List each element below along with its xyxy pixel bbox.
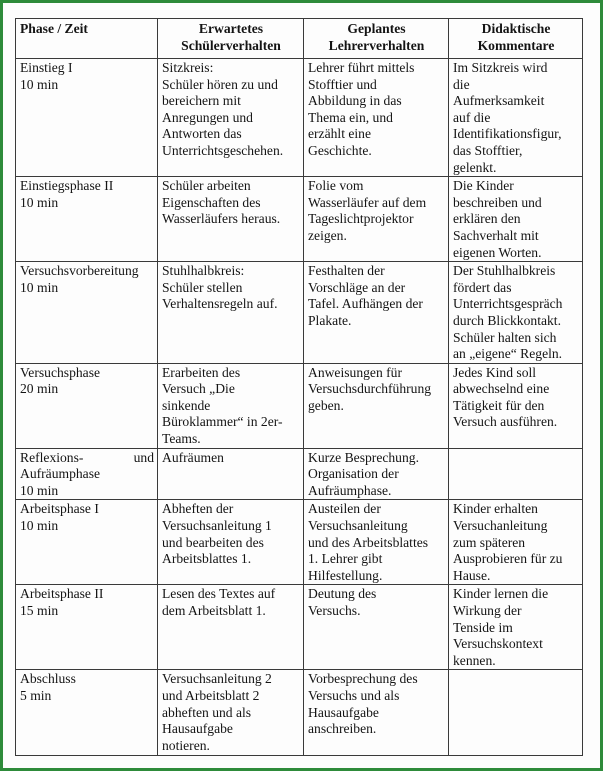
column-header-text: Schülerverhalten bbox=[181, 37, 281, 53]
teacher-behavior-cell bbox=[304, 585, 449, 670]
cell-text-line: Schüler hören zu und bbox=[162, 76, 278, 92]
student-behavior-cell bbox=[158, 448, 304, 500]
cell-text-line: Versuch ausführen. bbox=[453, 414, 558, 430]
cell-text-line: Einstiegsphase II bbox=[20, 178, 114, 194]
cell-text-line: Sachverhalt mit bbox=[453, 227, 539, 243]
cell-text-line: Unterrichtsgeschehen. bbox=[162, 142, 284, 158]
cell-text-line: Plakate. bbox=[308, 312, 352, 328]
cell-text-line: Aufräumphase. bbox=[308, 482, 392, 498]
cell-text-line: erzählt eine bbox=[308, 126, 372, 142]
cell-text-line: Versuchs und als bbox=[308, 687, 400, 703]
column-header bbox=[158, 19, 304, 59]
table-row bbox=[16, 500, 583, 585]
cell-text-line: Teams. bbox=[162, 431, 201, 447]
cell-text-line: anschreiben. bbox=[308, 721, 377, 737]
cell-text-line: Festhalten der bbox=[308, 263, 385, 279]
phase-cell bbox=[16, 177, 158, 262]
student-behavior-cell bbox=[158, 262, 304, 364]
cell-text-line: Versuchsdurchführung bbox=[308, 381, 432, 397]
column-header-text: Erwartetes bbox=[198, 21, 264, 36]
cell-text-line: durch Blickkontakt. bbox=[453, 312, 561, 328]
cell-text-line: notieren. bbox=[162, 737, 210, 753]
cell-text-line: das Stofftier, bbox=[453, 142, 523, 158]
cell-text-line: Stuhlhalbkreis: bbox=[162, 263, 245, 279]
cell-text-line: Schüler arbeiten bbox=[162, 178, 251, 194]
phase-name-justified bbox=[20, 450, 154, 467]
cell-text-line: Jedes Kind soll bbox=[453, 364, 537, 380]
cell-text-line: Arbeitsphase I bbox=[20, 501, 99, 517]
phase-cell bbox=[16, 670, 158, 756]
cell-text-line: Abbildung in das bbox=[308, 93, 402, 109]
column-header-text: Lehrerverhalten bbox=[328, 37, 425, 53]
didactic-comment-cell bbox=[449, 585, 583, 670]
cell-text-line: dem Arbeitsblatt 1. bbox=[162, 603, 266, 618]
cell-text-line: Versuchsanleitung 2 bbox=[162, 671, 272, 687]
column-header-text: Kommentare bbox=[477, 37, 555, 53]
cell-text-line: Versuchskontext bbox=[453, 636, 543, 652]
teacher-behavior-cell bbox=[304, 59, 449, 177]
cell-text-line: beschreiben und bbox=[453, 194, 542, 210]
cell-text-line: an „eigene“ Regeln. bbox=[453, 346, 563, 362]
phase-cell bbox=[16, 500, 158, 585]
cell-text-line: Einstieg I bbox=[20, 60, 73, 75]
cell-text-line: 20 min bbox=[20, 381, 59, 397]
cell-text-line: Tafel. Aufhängen der bbox=[308, 296, 423, 312]
cell-text-line: Versuchs. bbox=[308, 603, 361, 618]
cell-text-line: Aufräumen bbox=[162, 449, 224, 465]
table-row bbox=[16, 363, 583, 448]
cell-text-line: Wirkung der bbox=[453, 603, 522, 618]
didactic-comment-cell bbox=[449, 670, 583, 756]
cell-text-line: Versuchanleitung bbox=[453, 518, 548, 534]
cell-text-line: Wasserläufer auf dem bbox=[308, 194, 427, 210]
cell-text-line: kennen. bbox=[453, 652, 496, 668]
cell-text-line: auf die bbox=[453, 109, 491, 125]
table-row bbox=[16, 448, 583, 500]
cell-text-line: abheften und als bbox=[162, 704, 252, 720]
cell-text-line: bereichern mit bbox=[162, 93, 241, 109]
cell-text-line: Vorbesprechung des bbox=[308, 671, 418, 687]
didactic-comment-cell bbox=[449, 500, 583, 585]
teacher-behavior-cell bbox=[304, 262, 449, 364]
cell-text-line: Geschichte. bbox=[308, 142, 372, 158]
cell-text-line: sinkende bbox=[162, 397, 211, 413]
cell-text-line: Anregungen und bbox=[162, 109, 253, 125]
didactic-comment-cell bbox=[449, 448, 583, 500]
phase-cell bbox=[16, 363, 158, 448]
cell-text-line: Aufräumphase bbox=[20, 466, 101, 482]
student-behavior-cell bbox=[158, 670, 304, 756]
cell-text-line: Hausaufgabe bbox=[162, 721, 233, 737]
cell-text-line: Antworten das bbox=[162, 126, 242, 142]
table-row bbox=[16, 585, 583, 670]
cell-text-line: Unterrichtsgespräch bbox=[453, 296, 563, 312]
column-header-text: Phase / Zeit bbox=[20, 21, 88, 36]
cell-text-line: Organisation der bbox=[308, 466, 399, 482]
teacher-behavior-cell bbox=[304, 177, 449, 262]
cell-text-line: Der Stuhlhalbkreis bbox=[453, 263, 556, 279]
didactic-comment-cell bbox=[449, 262, 583, 364]
cell-text-line: Hause. bbox=[453, 567, 491, 583]
table-row bbox=[16, 670, 583, 756]
column-header bbox=[449, 19, 583, 59]
cell-text-line: 10 min bbox=[20, 482, 59, 498]
cell-text-line: geben. bbox=[308, 397, 344, 413]
cell-text-line: Aufmerksamkeit bbox=[453, 93, 545, 109]
cell-text-line: Eigenschaften des bbox=[162, 194, 261, 210]
cell-text-line: Folie vom bbox=[308, 178, 364, 194]
cell-text-line: Austeilen der bbox=[308, 501, 381, 517]
student-behavior-cell bbox=[158, 585, 304, 670]
column-header bbox=[304, 19, 449, 59]
cell-text-line: Versuchsphase bbox=[20, 364, 101, 380]
cell-text-line: Kinder erhalten bbox=[453, 501, 538, 517]
cell-text-line: und des Arbeitsblattes bbox=[308, 534, 429, 550]
cell-text-line: erklären den bbox=[453, 211, 521, 227]
column-header-text: Geplantes bbox=[347, 21, 406, 36]
phase-cell bbox=[16, 448, 158, 500]
cell-text-line: Arbeitsphase II bbox=[20, 586, 104, 602]
cell-text-line: Versuchsanleitung 1 bbox=[162, 518, 272, 534]
cell-text-line: Versuch „Die bbox=[162, 381, 235, 397]
table-header-row bbox=[16, 19, 583, 59]
didactic-comment-cell bbox=[449, 363, 583, 448]
cell-text-line: Büroklammer“ in 2er- bbox=[162, 414, 283, 430]
phase-cell bbox=[16, 59, 158, 177]
cell-text-line: 10 min bbox=[20, 279, 59, 295]
student-behavior-cell bbox=[158, 500, 304, 585]
cell-text-line: 10 min bbox=[20, 76, 59, 92]
table-row bbox=[16, 177, 583, 262]
column-header-text: Didaktische bbox=[481, 21, 551, 36]
cell-text-line: 1. Lehrer gibt bbox=[308, 551, 383, 567]
cell-text-line: Tätigkeit für den bbox=[453, 397, 545, 413]
lesson-plan-table bbox=[15, 18, 583, 756]
cell-text-line: eigenen Worten. bbox=[453, 244, 542, 260]
cell-text-line: Thema ein, und bbox=[308, 109, 393, 125]
teacher-behavior-cell bbox=[304, 448, 449, 500]
cell-text-line: Versuchsvorbereitung bbox=[20, 263, 139, 279]
cell-text-line: Kurze Besprechung. bbox=[308, 449, 419, 465]
phase-cell bbox=[16, 262, 158, 364]
table-row bbox=[16, 59, 583, 177]
cell-text-line: Schüler halten sich bbox=[453, 329, 557, 345]
cell-text-line: Anweisungen für bbox=[308, 364, 403, 380]
cell-word: und bbox=[133, 449, 154, 465]
table-row bbox=[16, 262, 583, 364]
cell-text-line: Die Kinder bbox=[453, 178, 514, 194]
cell-text-line: 15 min bbox=[20, 603, 59, 618]
cell-text-line: Im Sitzkreis wird bbox=[453, 60, 548, 75]
cell-text-line: die bbox=[453, 76, 470, 92]
cell-word: Reflexions- bbox=[20, 449, 84, 465]
cell-text-line: zum späteren bbox=[453, 534, 526, 550]
cell-text-line: Tenside im bbox=[453, 619, 513, 635]
didactic-comment-cell bbox=[449, 177, 583, 262]
cell-text-line: Hilfestellung. bbox=[308, 567, 383, 583]
student-behavior-cell bbox=[158, 177, 304, 262]
cell-text-line: fördert das bbox=[453, 279, 512, 295]
cell-text-line: Abschluss bbox=[20, 671, 76, 687]
cell-text-line: Ausprobieren für zu bbox=[453, 551, 563, 567]
cell-text-line: Identifikationsfigur, bbox=[453, 126, 562, 142]
cell-text-line: Hausaufgabe bbox=[308, 704, 379, 720]
cell-text-line: Deutung des bbox=[308, 586, 377, 602]
cell-text-line: Schüler stellen bbox=[162, 279, 243, 295]
cell-text-line: abwechselnd eine bbox=[453, 381, 550, 397]
column-header bbox=[16, 19, 158, 59]
cell-text-line: und Arbeitsblatt 2 bbox=[162, 687, 260, 703]
cell-text-line: Stofftier und bbox=[308, 76, 377, 92]
cell-text-line: und bearbeiten des bbox=[162, 534, 264, 550]
cell-text-line: Sitzkreis: bbox=[162, 60, 214, 75]
cell-text-line: 10 min bbox=[20, 518, 59, 534]
cell-text-line: Lehrer führt mittels bbox=[308, 60, 415, 75]
cell-text-line: zeigen. bbox=[308, 227, 347, 243]
student-behavior-cell bbox=[158, 59, 304, 177]
cell-text-line: Vorschläge an der bbox=[308, 279, 406, 295]
student-behavior-cell bbox=[158, 363, 304, 448]
cell-text-line: gelenkt. bbox=[453, 159, 497, 175]
cell-text-line: Lesen des Textes auf bbox=[162, 586, 276, 602]
cell-text-line: Kinder lernen die bbox=[453, 586, 549, 602]
cell-text-line: Wasserläufers heraus. bbox=[162, 211, 281, 227]
cell-text-line: Abheften der bbox=[162, 501, 234, 517]
cell-text-line: Arbeitsblattes 1. bbox=[162, 551, 252, 567]
didactic-comment-cell bbox=[449, 59, 583, 177]
teacher-behavior-cell bbox=[304, 670, 449, 756]
teacher-behavior-cell bbox=[304, 363, 449, 448]
cell-text-line: 10 min bbox=[20, 194, 59, 210]
teacher-behavior-cell bbox=[304, 500, 449, 585]
cell-text-line: Versuchsanleitung bbox=[308, 518, 408, 534]
cell-text-line: Verhaltensregeln auf. bbox=[162, 296, 278, 312]
phase-cell bbox=[16, 585, 158, 670]
cell-text-line: Tageslichtprojektor bbox=[308, 211, 414, 227]
cell-text-line: 5 min bbox=[20, 687, 52, 703]
cell-text-line: Erarbeiten des bbox=[162, 364, 241, 380]
